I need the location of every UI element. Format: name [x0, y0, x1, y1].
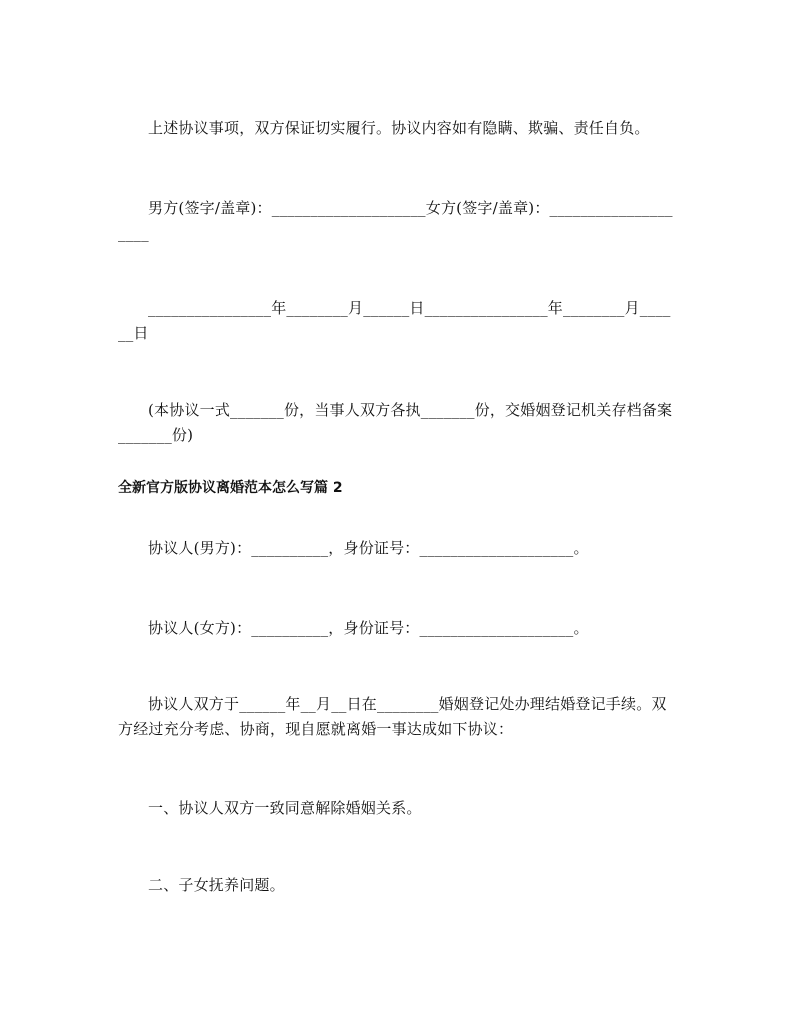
section-heading: 全新官方版协议离婚范本怎么写篇 2	[118, 480, 343, 496]
paragraph-guarantee: 上述协议事项，双方保证切实履行。协议内容如有隐瞒、欺骗、责任自负。	[148, 119, 650, 137]
paragraph-copies: (本协议一式_______份，当事人双方各执_______份，交婚姻登记机关存档备案_______份)	[118, 401, 673, 444]
paragraph-party-female: 协议人(女方)：__________，身份证号：____________________。	[148, 619, 589, 637]
paragraph-party-male: 协议人(男方)：__________，身份证号：____________________。	[148, 539, 589, 557]
paragraph-marriage-registration: 协议人双方于______年__月__日在________婚姻登记处办理结婚登记手续。双方经过充分考虑、协商，现自愿就离婚一事达成如下协议：	[118, 695, 667, 738]
paragraph-dates: ________________年________月______日________________年________月______日	[118, 299, 671, 342]
paragraph-signatures: 男方(签字/盖章)：____________________女方(签字/盖章)：____________________	[118, 199, 673, 242]
paragraph-clause-one: 一、协议人双方一致同意解除婚姻关系。	[148, 799, 422, 817]
paragraph-clause-two: 二、子女抚养问题。	[148, 876, 285, 894]
